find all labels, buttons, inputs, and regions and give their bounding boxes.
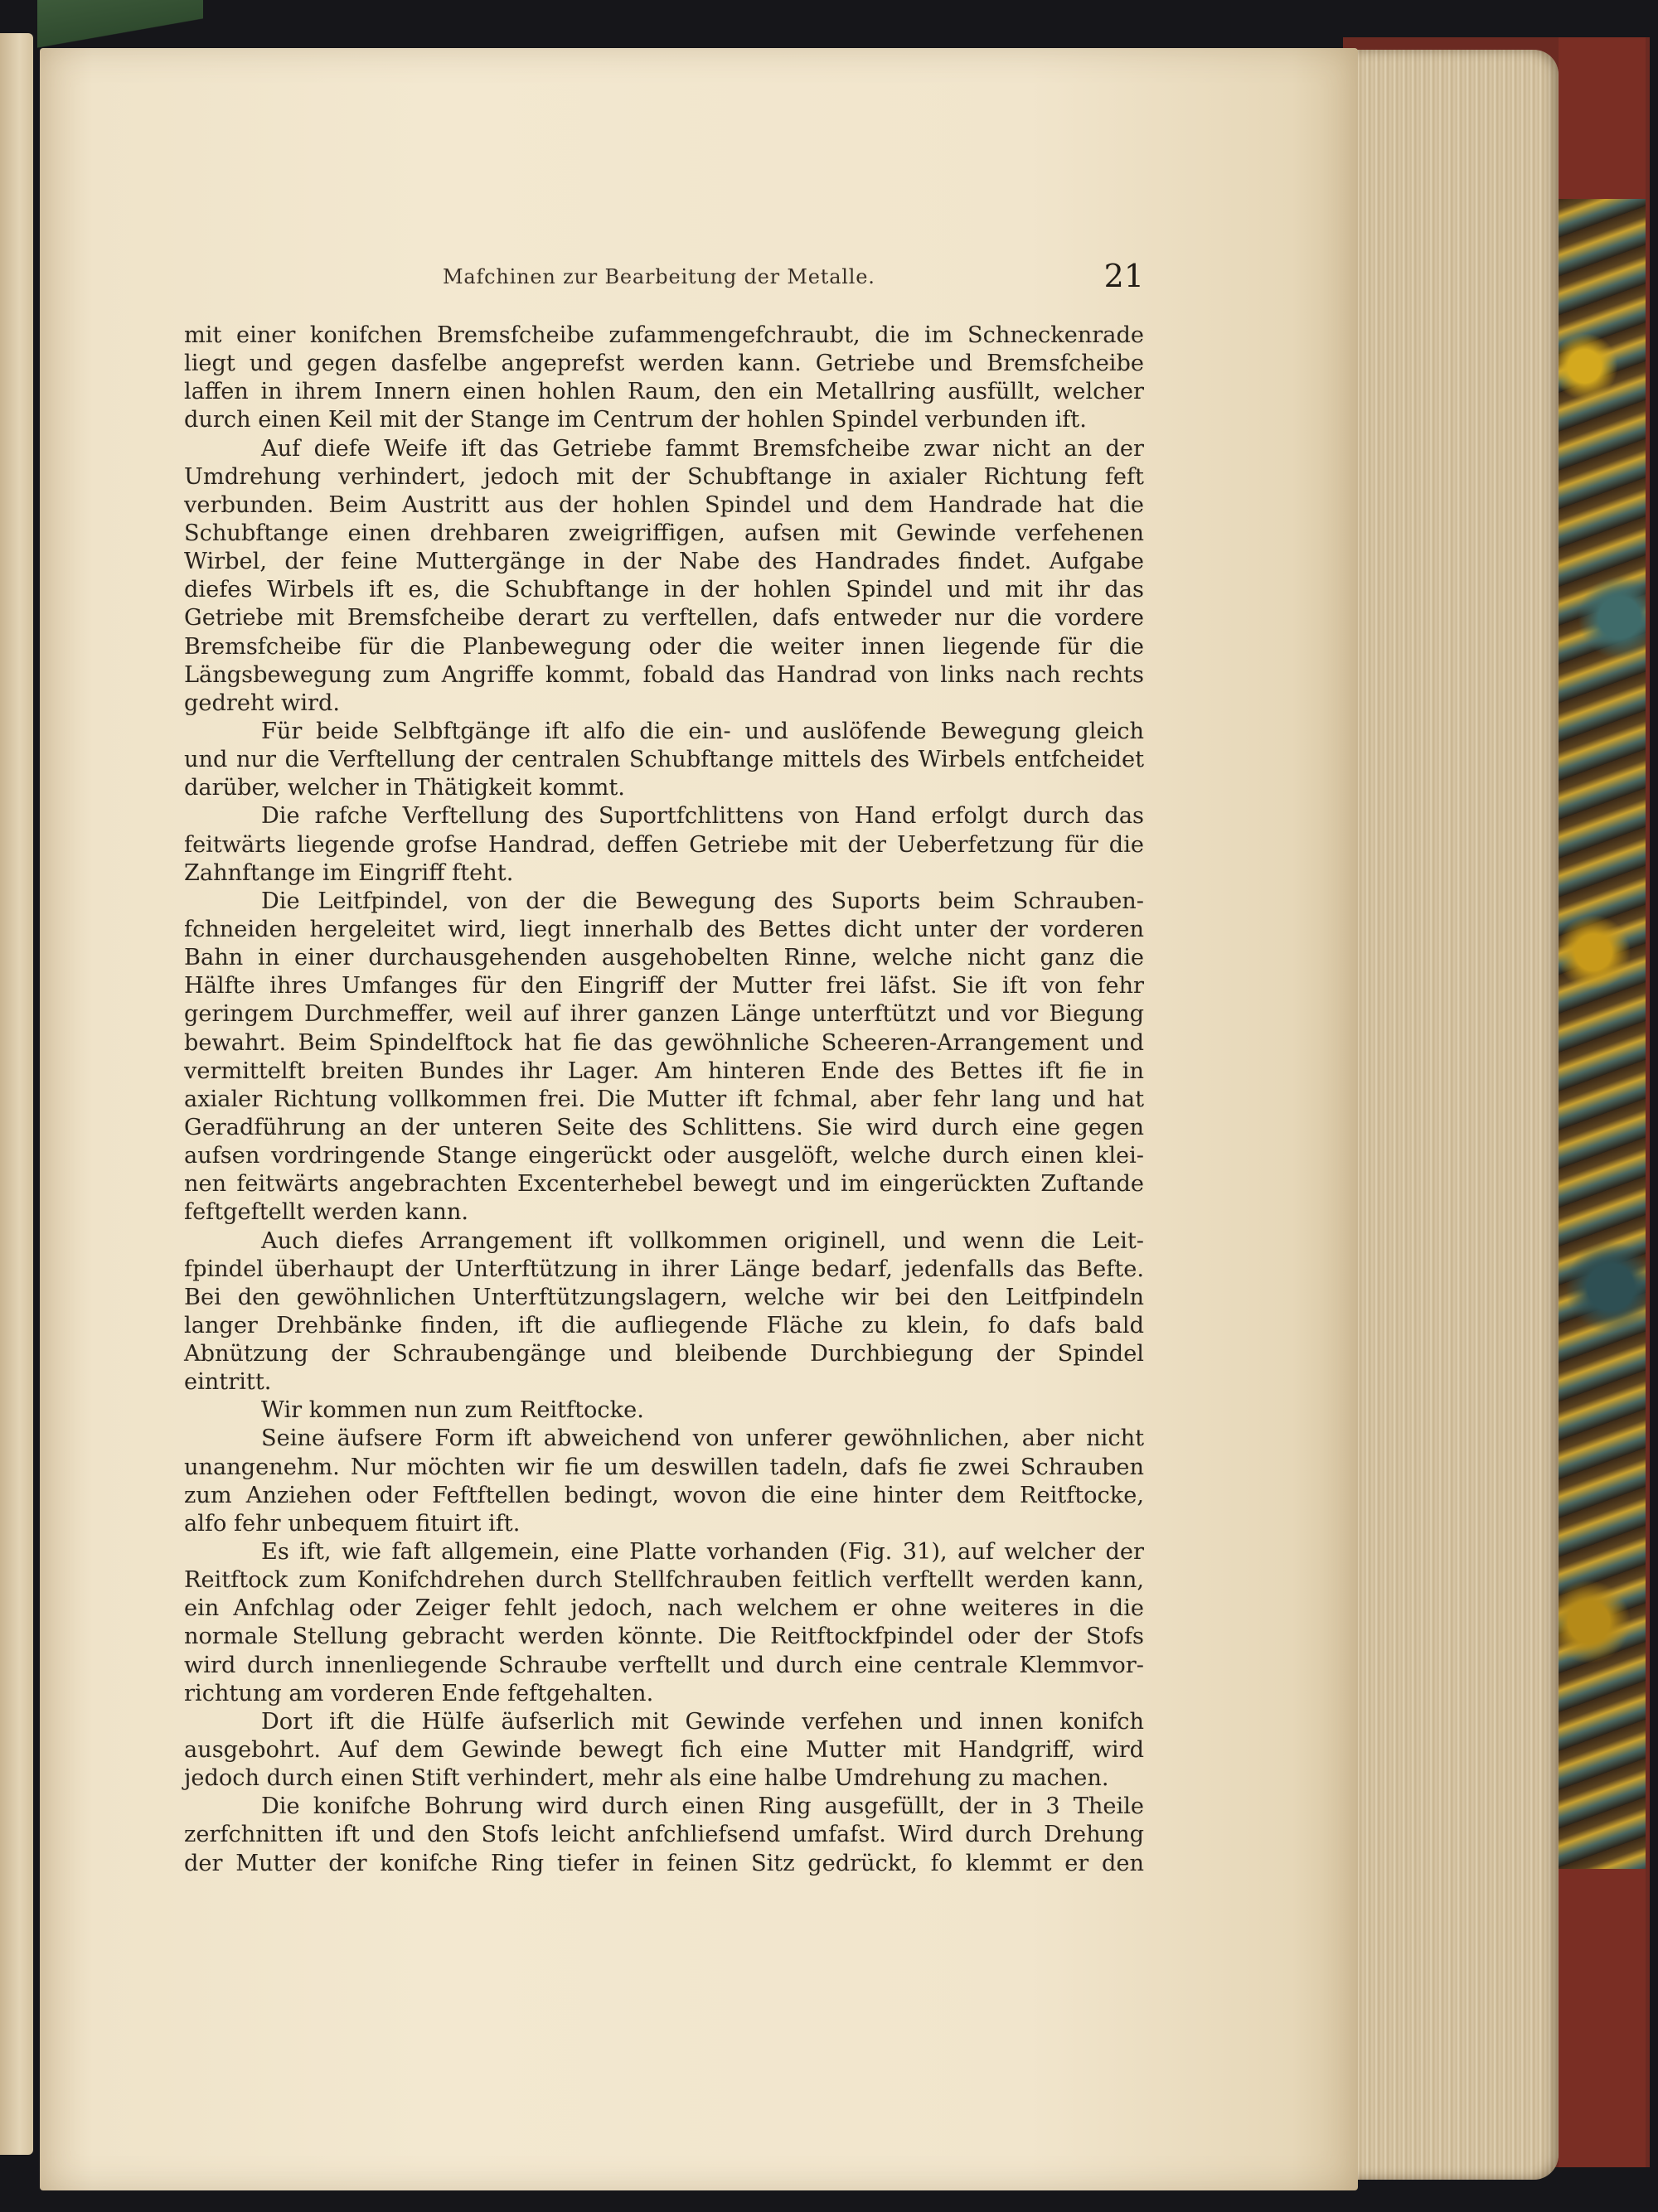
- text-line: aufsen vordringende Stange eingerückt oder ausgelöft, welche durch einen klei-: [184, 1143, 1144, 1169]
- text-line: geringem Durchmeffer, weil auf ihrer ganzen Länge unterftützt und vor Biegung: [184, 1001, 1144, 1028]
- text-line: eintritt.: [184, 1369, 272, 1396]
- bookmark-ribbon: [37, 0, 203, 50]
- text-line: Dort ift die Hülfe äufserlich mit Gewinde verfehen und innen konifch: [261, 1708, 1144, 1735]
- text-line: laffen in ihrem Innern einen hohlen Raum, den ein Metallring ausfüllt, welcher: [184, 379, 1144, 405]
- text-line: Schubftange einen drehbaren zweigriffigen, aufsen mit Gewinde verfehenen: [184, 520, 1144, 546]
- leather-corner-bottom: [1559, 1869, 1646, 2167]
- text-line: ausgebohrt. Auf dem Gewinde bewegt fich eine Mutter mit Handgriff, wird: [184, 1737, 1144, 1764]
- text-line: alfo fehr unbequem fituirt ift.: [184, 1510, 521, 1537]
- text-line: Wirbel, der feine Muttergänge in der Nabe des Handrades findet. Aufgabe: [184, 549, 1144, 575]
- text-line: Auch diefes Arrangement ift vollkommen originell, und wenn die Leit-: [261, 1227, 1144, 1254]
- text-line: Bremsfcheibe für die Planbewegung oder die weiter innen liegende für die: [184, 633, 1144, 660]
- text-line: fchneiden hergeleitet wird, liegt innerhalb des Bettes dicht unter der vorderen: [184, 916, 1144, 942]
- text-line: feitwärts liegende grofse Handrad, deffen Getriebe mit der Ueberfetzung für die: [184, 831, 1144, 858]
- text-line: feftgeftellt werden kann.: [184, 1199, 469, 1226]
- text-line: der Mutter der konifche Ring tiefer in feinen Sitz gedrückt, fo klemmt er den: [184, 1850, 1144, 1876]
- text-line: langer Drehbänke finden, ift die aufliegende Fläche zu klein, fo dafs bald: [184, 1312, 1144, 1338]
- text-line: richtung am vorderen Ende feftgehalten.: [184, 1680, 654, 1706]
- text-line: Für beide Selbftgänge ift alfo die ein- und auslöfende Bewegung gleich: [261, 718, 1144, 744]
- text-line: Umdrehung verhindert, jedoch mit der Schubftange in axialer Richtung feft: [184, 463, 1144, 490]
- text-line: normale Stellung gebracht werden könnte. Die Reitftockfpindel oder der Stofs: [184, 1624, 1144, 1650]
- text-line: Es ift, wie faft allgemein, eine Platte vorhanden (Fig. 31), auf welcher der: [261, 1539, 1144, 1566]
- text-line: Geradführung an der unteren Seite des Schlittens. Sie wird durch eine gegen: [184, 1114, 1144, 1140]
- text-line: vermittelft breiten Bundes ihr Lager. Am hinteren Ende des Bettes ift fie in: [184, 1058, 1144, 1084]
- text-line: wird durch innenliegende Schraube verftellt und durch eine centrale Klemmvor-: [184, 1652, 1144, 1678]
- text-line: zerfchnitten ift und den Stofs leicht anfchliefsend umfafst. Wird durch Drehung: [184, 1822, 1144, 1848]
- running-head: Mafchinen zur Bearbeitung der Metalle.: [443, 265, 875, 288]
- text-line: Abnützung der Schraubengänge und bleibende Durchbiegung der Spindel: [184, 1341, 1144, 1367]
- text-line: mit einer konifchen Bremsfcheibe zufammengefchraubt, die im Schneckenrade: [184, 322, 1144, 348]
- text-line: Die Leitfpindel, von der die Bewegung des Suports beim Schrauben-: [261, 888, 1144, 914]
- text-line: Längsbewegung zum Angriffe kommt, fobald das Handrad von links nach rechts: [184, 661, 1144, 688]
- text-line: ein Anfchlag oder Zeiger fehlt jedoch, nach welchem er ohne weiteres in die: [184, 1595, 1144, 1622]
- body-text: [184, 322, 1144, 1878]
- page-stack-edge: [1326, 50, 1559, 2180]
- text-line: Hälfte ihres Umfanges für den Eingriff der Mutter frei läfst. Sie ift von fehr: [184, 973, 1144, 1000]
- text-line: Zahnftange im Eingriff fteht.: [184, 859, 514, 886]
- text-line: durch einen Keil mit der Stange im Centrum der hohlen Spindel verbunden ift.: [184, 407, 1087, 433]
- text-line: gedreht wird.: [184, 690, 341, 716]
- text-line: Auf diefe Weife ift das Getriebe fammt Bremsfcheibe zwar nicht an der: [261, 435, 1144, 462]
- text-line: axialer Richtung vollkommen frei. Die Mutter ift fchmal, aber fehr lang und hat: [184, 1086, 1144, 1112]
- text-line: zum Anziehen oder Feftftellen bedingt, wovon die eine hinter dem Reitftocke,: [184, 1482, 1144, 1508]
- text-line: liegt und gegen dasfelbe angeprefst werden kann. Getriebe und Bremsfcheibe: [184, 351, 1144, 377]
- page-number: 21: [1103, 258, 1144, 294]
- text-line: und nur die Verftellung der centralen Schubftange mittels des Wirbels entfcheidet: [184, 747, 1144, 773]
- text-line: unangenehm. Nur möchten wir fie um deswillen tadeln, dafs fie zwei Schrauben: [184, 1454, 1144, 1480]
- text-line: nen feitwärts angebrachten Excenterhebel bewegt und im eingerückten Zuftande: [184, 1171, 1144, 1198]
- leather-corner-top: [1559, 37, 1646, 203]
- marbled-cover: [1559, 199, 1646, 1873]
- text-line: Die rafche Verftellung des Suportfchlittens von Hand erfolgt durch das: [261, 803, 1144, 830]
- text-line: jedoch durch einen Stift verhindert, mehr als eine halbe Umdrehung zu machen.: [184, 1765, 1109, 1792]
- text-line: Bahn in einer durchausgehenden ausgehobelten Rinne, welche nicht ganz die: [184, 945, 1144, 971]
- text-line: Bei den gewöhnlichen Unterftützungslagern, welche wir bei den Leitfpindeln: [184, 1284, 1144, 1310]
- text-line: fpindel überhaupt der Unterftützung in ihrer Länge bedarf, jedenfalls das Befte.: [184, 1256, 1144, 1282]
- text-line: darüber, welcher in Thätigkeit kommt.: [184, 775, 625, 801]
- text-line: Wir kommen nun zum Reitftocke.: [261, 1397, 644, 1424]
- text-line: verbunden. Beim Austritt aus der hohlen Spindel und dem Handrade hat die: [184, 491, 1144, 518]
- left-page-edge: [0, 33, 33, 2155]
- text-line: Getriebe mit Bremsfcheibe derart zu verftellen, dafs entweder nur die vordere: [184, 605, 1144, 632]
- page-header: [184, 258, 1144, 299]
- text-line: Seine äufsere Form ift abweichend von unferer gewöhnlichen, aber nicht: [261, 1425, 1144, 1452]
- text-line: diefes Wirbels ift es, die Schubftange in der hohlen Spindel und mit ihr das: [184, 577, 1144, 603]
- text-line: Reitftock zum Konifchdrehen durch Stellfchrauben feitlich verftellt werden kann,: [184, 1567, 1144, 1594]
- text-line: bewahrt. Beim Spindelftock hat fie das gewöhnliche Scheeren-Arrangement und: [184, 1029, 1144, 1056]
- text-line: Die konifche Bohrung wird durch einen Ring ausgefüllt, der in 3 Theile: [261, 1793, 1144, 1820]
